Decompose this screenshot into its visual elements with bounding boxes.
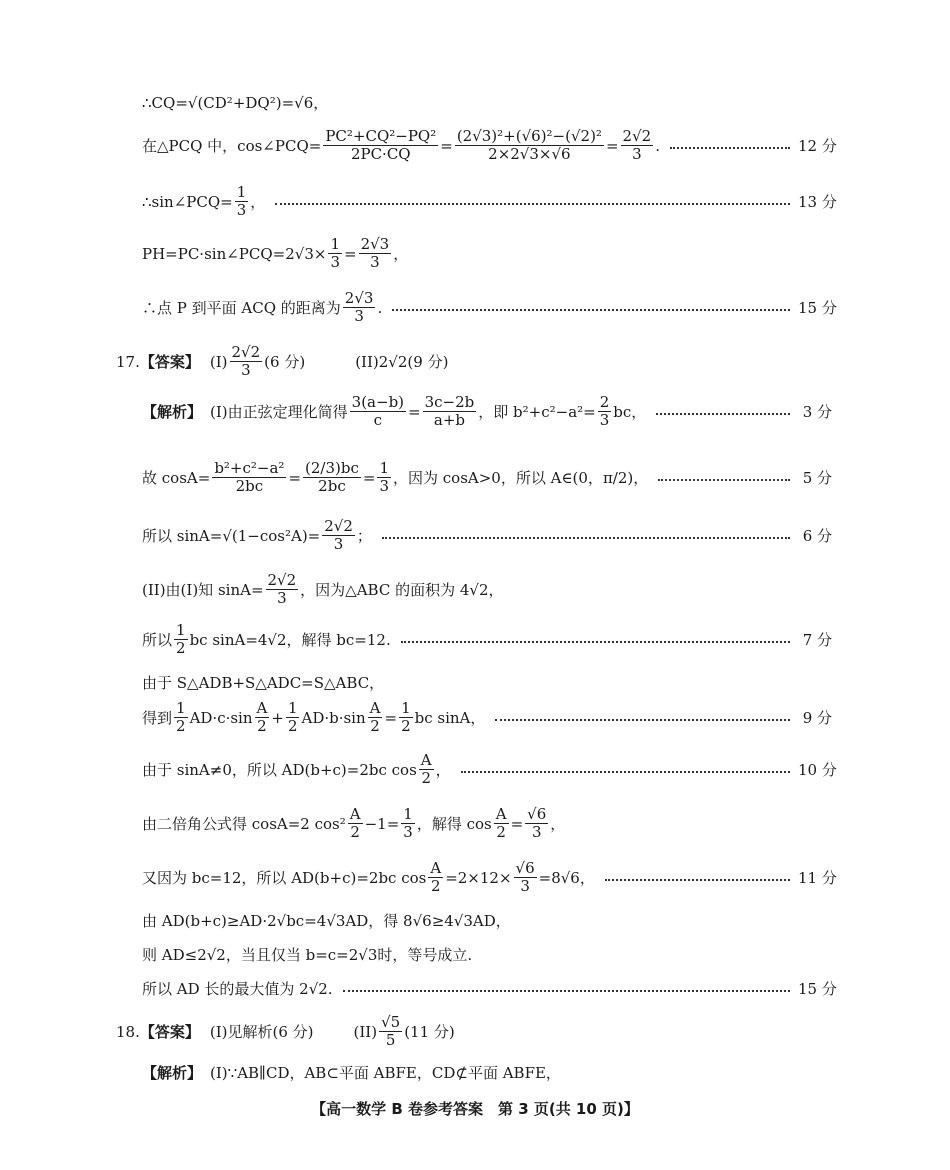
q17-line-11: 由 AD(b+c)≥AD·2√bc=4√3AD，得 8√6≥4√3AD，: [142, 912, 511, 930]
fraction: $\frac{√5}{5}$: [381, 1013, 401, 1050]
q17-line-6: 由于 S△ADB+S△ADC=S△ABC，: [142, 674, 385, 692]
fraction: $\frac{3(a-b)}{c}$: [351, 393, 405, 430]
q17-line-2: 故 cosA= $\frac{\text{b²+c²−a²}}{2bc}$ = $\frac{(2/3)bc}{2bc}$ = $\frac{1}{3}$ ，因为 cosA>0，所以 A∈(0，π/2)， 5 分: [142, 459, 832, 496]
dotted-leader: [275, 203, 790, 205]
fraction: $\frac{2√2}{3}$: [324, 517, 353, 554]
fraction: $\frac{2√3}{3}$: [360, 235, 390, 272]
fraction: $\frac{A}{2}$: [495, 805, 507, 842]
fraction: $\frac{\text{b²+c²−a²}}{2bc}$: [214, 459, 285, 496]
fraction: $\frac{3c-2b}{a+b}$: [424, 393, 475, 430]
fraction: $\frac{√6}{3}$: [527, 805, 547, 842]
fraction: $\frac{2√2}{3}$: [231, 343, 261, 380]
fraction: $\frac{A}{2}$: [369, 699, 381, 736]
fraction: $\frac{2√2}{3}$: [622, 127, 652, 164]
score-label: 15 分: [798, 980, 837, 998]
fraction: $\frac{1}{2}$: [176, 699, 186, 736]
answer-label: 【答案】: [139, 353, 200, 372]
fraction: $\frac{2√3}{3}$: [344, 289, 374, 326]
fraction: $\frac{1}{3}$: [403, 805, 413, 842]
line-text: ∴CQ=√(CD²+DQ²)=√6，: [142, 94, 329, 112]
score-label: 3 分: [802, 403, 832, 422]
q17-line-7: 得到 $\frac{1}{2}$ AD·c·sin $\frac{A}{2}$ + $\frac{1}{2}$ AD·b·sin $\frac{A}{2}$ = $\frac{1}{2}$ bc sinA， 9 分: [142, 699, 832, 736]
dotted-leader: [605, 879, 790, 881]
fraction: $\frac{√6}{3}$: [515, 859, 535, 896]
dotted-leader: [382, 537, 790, 539]
question-number: 17.: [116, 352, 140, 371]
q17-answer-row: 17. 【答案】 (I) $\frac{2√2}{3}$ (6 分) (II)2√2(9 分): [116, 343, 449, 380]
line-text: 在△PCQ 中，cos∠PCQ=: [142, 137, 322, 156]
fraction: $\frac{\text{(2√3)²+(√6)²−(√2)²}}{2\times 2√3\times√6}$: [456, 127, 602, 164]
dotted-leader: [461, 771, 790, 773]
fraction: $\frac{1}{2}$: [176, 621, 186, 658]
fraction: $\frac{A}{2}$: [430, 859, 442, 896]
dotted-leader: [495, 719, 790, 721]
line-sin-pcq: ∴sin∠PCQ= $\frac{1}{3}$ ， 13 分: [142, 183, 837, 220]
fraction: $\frac{1}{3}$: [236, 183, 247, 220]
dotted-leader: [401, 641, 790, 643]
q17-line-3: 所以 sinA=√(1−cos²A)= $\frac{2√2}{3}$ ； 6 分: [142, 517, 832, 554]
fraction: $\frac{1}{3}$: [379, 459, 389, 496]
fraction: $\frac{1}{2}$: [401, 699, 411, 736]
line-distance: ∴点 P 到平面 ACQ 的距离为 $\frac{2√3}{3}$ . 15 分: [142, 289, 837, 326]
q17-line-4: (II)由(I)知 sinA= $\frac{2√2}{3}$ ，因为△ABC 的面积为 4√2，: [142, 571, 504, 608]
fraction: $\frac{A}{2}$: [256, 699, 268, 736]
q18-answer-row: 18. 【答案】 (I)见解析(6 分) (II) $\frac{√5}{5}$ (11 分): [116, 1013, 455, 1050]
score-label: 5 分: [802, 469, 832, 488]
q17-line-5: 所以 $\frac{1}{2}$ bc sinA=4√2，解得 bc=12. 7 分: [142, 621, 832, 658]
q17-line-8: 由于 sinA≠0，所以 AD(b+c)=2bc cos $\frac{A}{2}$ ， 10 分: [142, 751, 837, 788]
score-label: 9 分: [802, 709, 832, 728]
dotted-leader: [656, 413, 790, 415]
score-label: 6 分: [802, 527, 832, 546]
fraction: $\frac{2}{3}$: [599, 393, 610, 430]
dotted-leader: [670, 147, 790, 149]
fraction: $\frac{\text{PC²+CQ²−PQ²}}{2PC\cdot CQ}$: [325, 127, 437, 164]
q17-line-9: 由二倍角公式得 cosA=2 cos² $\frac{A}{2}$ −1= $\frac{1}{3}$ ，解得 cos $\frac{A}{2}$ = $\frac{√6}{3}$ ，: [142, 805, 566, 842]
fraction: $\frac{A}{2}$: [349, 805, 361, 842]
score-label: 13 分: [798, 193, 837, 212]
fraction: $\frac{2√2}{3}$: [267, 571, 297, 608]
dotted-leader: [658, 479, 790, 481]
q17-line-12: 则 AD≤2√2，当且仅当 b=c=2√3时，等号成立.: [142, 946, 473, 964]
analysis-label: 【解析】: [142, 403, 203, 422]
dotted-leader: [392, 309, 790, 311]
q18-analysis: 【解析】 (I)∵AB∥CD，AB⊂平面 ABFE，CD⊄平面 ABFE，: [142, 1064, 561, 1082]
score-label: 7 分: [802, 631, 832, 650]
q17-line-1: 【解析】 (I)由正弦定理化简得 $\frac{3(a-b)}{c}$ = $\frac{3c-2b}{a+b}$ ，即 b²+c²−a²= $\frac{2}{3}$ bc， 3 分: [142, 393, 832, 430]
question-number: 18.: [116, 1022, 140, 1041]
page-footer: 【高一数学 B 卷参考答案 第 3 页(共 10 页)】: [311, 1100, 639, 1118]
dotted-leader: [343, 990, 790, 992]
score-label: 11 分: [798, 869, 837, 888]
line-ph: PH=PC·sin∠PCQ=2√3× $\frac{1}{3}$ = $\frac{2√3}{3}$ ，: [142, 235, 409, 272]
score-label: 12 分: [798, 137, 837, 156]
score-label: 10 分: [798, 761, 837, 780]
fraction: $\frac{1}{3}$: [330, 235, 340, 272]
fraction: $\frac{(2/3)bc}{2bc}$: [305, 459, 359, 496]
line-cos-pcq: 在△PCQ 中，cos∠PCQ= $\frac{\text{PC²+CQ²−PQ²}}{2PC\cdot CQ}$ = $\frac{\text{(2√3)²+(√6)²−(√2)²}}{2\times 2√3\times√6}$ = $\frac{2√2}{3}$ . 12 分: [142, 127, 837, 164]
q17-line-13: 所以 AD 长的最大值为 2√2. 15 分: [142, 980, 837, 998]
analysis-label: 【解析】: [142, 1064, 203, 1082]
score-label: 15 分: [798, 299, 837, 318]
fraction: $\frac{A}{2}$: [420, 751, 432, 788]
fraction: $\frac{1}{2}$: [287, 699, 298, 736]
line-cq: [142, 92, 832, 113]
answer-label: 【答案】: [139, 1023, 200, 1042]
q17-line-10: 又因为 bc=12，所以 AD(b+c)=2bc cos $\frac{A}{2}$ =2×12× $\frac{√6}{3}$ =8√6， 11 分: [142, 859, 837, 896]
